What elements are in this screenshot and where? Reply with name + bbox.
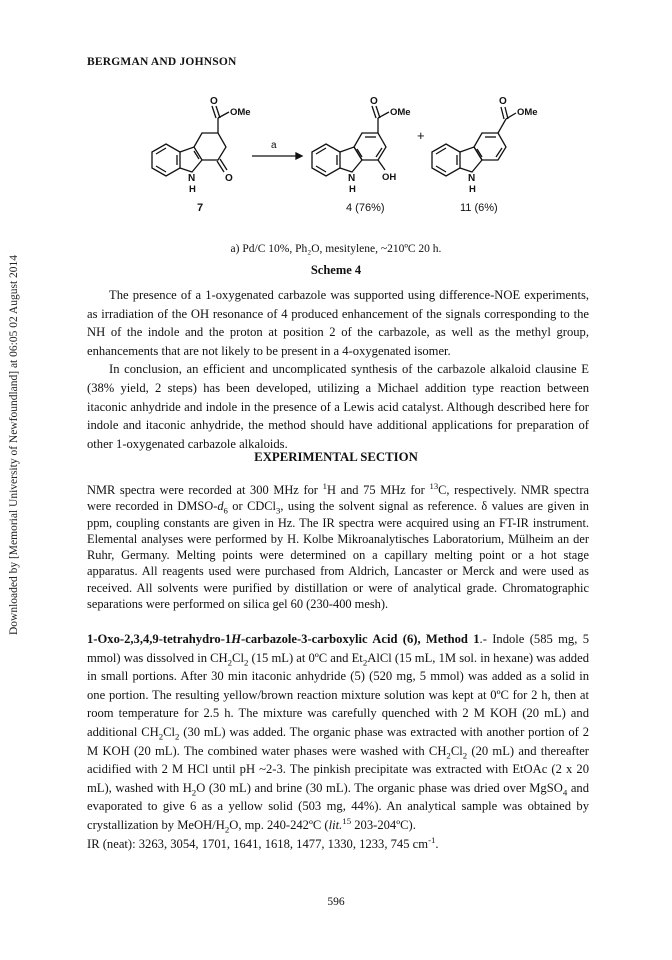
compound-7-structure [152,106,229,176]
atom-h: H [349,184,356,195]
atom-n: N [468,173,476,184]
general-methods [87,482,589,612]
running-head: BERGMAN AND JOHNSON [87,56,237,68]
atom-o: O [225,173,233,184]
atom-n: N [188,173,196,184]
section-heading: EXPERIMENTAL SECTION [254,450,418,464]
scheme-4-reaction [130,92,550,242]
atom-ome: OMe [517,107,538,118]
reagent-label: a [271,140,277,151]
paragraph-conclusion: In conclusion, an efficient and uncomplicated synthesis of the carbazole alkaloid clausine E (38% yield, 2 steps) has been developed, utilizing a Michael addition type reaction between itaconic anhydride and indole in the presence of a Lewis acid catalyst. Although described here for indole and itaconic anhydride, the method should have additional applications for preparation of other 1-oxygenated carbazole alkaloids. [87,362,589,451]
compound-11-label: 11 (6%) [460,202,498,214]
discussion-text [87,286,589,453]
atom-ome: OMe [390,107,411,118]
procedure-method-1 [87,630,589,853]
page-number: 596 [327,896,345,908]
compound-11-structure [432,107,516,176]
scheme-conditions: a) Pd/C 10%, Ph₂O, mesitylene, ~210ºC 20 h. [230,243,442,255]
atom-o: O [210,96,218,107]
compound-title: 1-Oxo-2,3,4,9-tetrahydro-1H-carbazole-3-carboxylic Acid (6), Method 1 [87,632,480,646]
atom-oh: OH [382,172,397,183]
ir-data: IR (neat): 3263, 3054, 1701, 1641, 1618, 1477, 1330, 1233, 745 $cm^{-1}$. [87,834,439,851]
atom-o: O [370,96,378,107]
paragraph-noe: The presence of a 1-oxygenated carbazole was supported using difference-NOE experiments, as irradiation of the OH resonance of 4 produced enhancement of the signals corresponding to the NH of the indole and the proton at position 2 of the carbazole, as well as the methyl group, enhancements that are not likely to be present in a 4-oxygenated isomer. [87,288,589,358]
compound-4-structure [312,106,389,176]
atom-n: N [348,173,356,184]
general-methods-paragraph: NMR spectra were recorded at 300 MHz for $^1$H and 75 MHz for $^{13}$C, respectively. NMR spectra were recorded in DMSO-$d_6$ or CDCl$_3$, using the solvent signal as reference. δ values are given in ppm, coupling constants are given in Hz. The IR spectra were acquired using an FT-IR instrument. Elemental analyses were performed by H. Kolbe Mikroanalytisches Laboratorium, Mülheim an der Ruhr, Germany. Melting points were determined on a capillary melting point or a hot stage apparatus. All reagents used were purchased from Aldrich, Lancaster or Merck and were used as received. All solvents were purified by distillation or were of analytical grade. Chromatographic separations were performed on silica gel 60 (230-400 mesh). [87,480,590,612]
procedure-paragraph: 1-Oxo-2,3,4,9-tetrahydro-1H-carbazole-3-carboxylic Acid (6), Method 1.- Indole (585 mg, 5 mmol) was dissolved in $CH_2Cl_2$ (15 mL) at 0ºC and $Et_2AlCl$ (15 mL, 1M sol. in hexane) was added in small portions. After 30 min itaconic anhydride (5) (520 mg, 5 mmol) was added as a solid in one portion. The resulting yellow/brown reaction mixture solution was kept at 0ºC for 2 h, then at room temperature for 2.5 h. The mixture was carefully quenched with 2 M KOH (20 mL) and additional $CH_2Cl_2$ (30 mL) was added. The organic phase was extracted with another portion of 2 M KOH (20 mL). The combined water phases were washed with $CH_2Cl_2$ (20 mL) and thereafter acidified with 2 M HCl until pH ~2-3. The pinkish precipitate was extracted with EtOAc (2 x 20 mL), washed with $H_2O$ (30 mL) and brine (30 mL). The organic phase was dried over MgSO$_4$ and evaporated to give 6 as a yellow solid (503 mg, 44%). An analytical sample was obtained by crystallization by MeOH/$H_2O$, mp. 240-242ºC (lit.$^{15}$ 203-204ºC). [87,632,590,835]
plus-sign: + [417,128,425,143]
compound-4-label: 4 (76%) [346,202,385,214]
atom-h: H [189,184,196,195]
scheme-label: Scheme 4 [310,263,362,277]
download-watermark: Downloaded by [Memorial University of Newfoundland] at 06:05 02 August 2014 [8,254,20,636]
atom-ome: OMe [230,107,251,118]
compound-7-label: 7 [197,202,204,214]
atom-o: O [499,96,507,107]
atom-h: H [469,184,476,195]
